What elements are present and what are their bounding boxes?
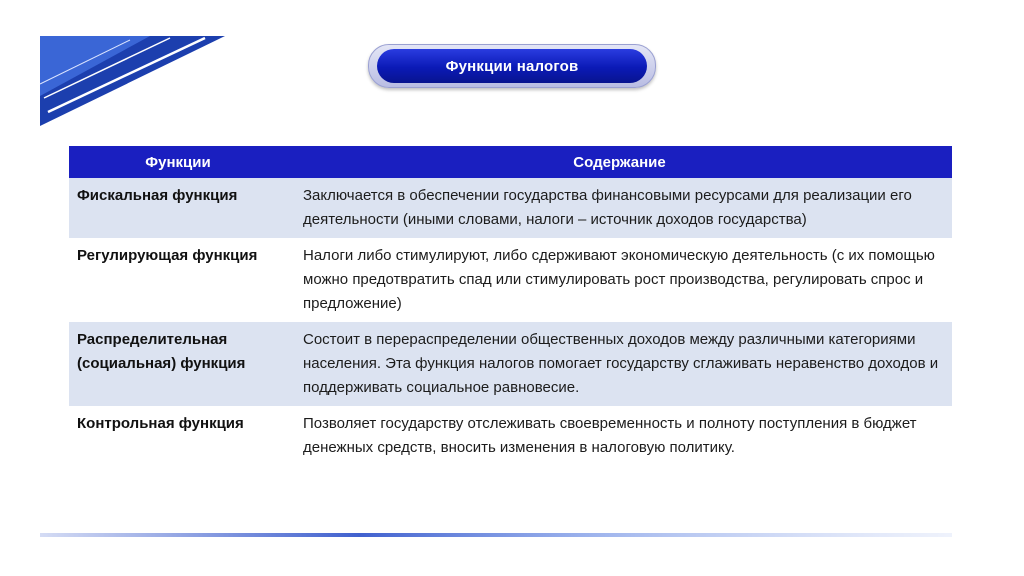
- table-row: [69, 178, 952, 238]
- function-name: Распределительная (социальная) функция: [69, 322, 287, 406]
- title-pill: [368, 44, 656, 88]
- table-row: [69, 238, 952, 322]
- page-title: Функции налогов: [377, 49, 647, 83]
- table-header-row: [69, 146, 952, 178]
- header-content: Содержание: [287, 146, 952, 178]
- functions-table: [69, 146, 952, 466]
- function-description: Налоги либо стимулируют, либо сдерживают экономическую деятельность (с их помощью можно предотвратить спад или стимулировать рост производства, регулировать спрос и предложение): [287, 238, 952, 322]
- table-row: [69, 406, 952, 466]
- function-name: Фискальная функция: [69, 178, 287, 238]
- bottom-divider-line: [40, 533, 952, 537]
- function-description: Состоит в перераспределении общественных доходов между различными категориями населения. Эта функция налогов помогает государству сглаживать неравенство доходов и поддерживать социальное равновесие.: [287, 322, 952, 406]
- table-row: [69, 322, 952, 406]
- function-description: Позволяет государству отслеживать своевременность и полноту поступления в бюджет денежных средств, вносить изменения в налоговую политику.: [287, 406, 952, 466]
- header-functions: Функции: [69, 146, 287, 178]
- function-name: Контрольная функция: [69, 406, 287, 466]
- function-name: Регулирующая функция: [69, 238, 287, 322]
- function-description: Заключается в обеспечении государства финансовыми ресурсами для реализации его деятельности (иными словами, налоги – источник доходов государства): [287, 178, 952, 238]
- corner-stripes-decoration: [0, 0, 230, 140]
